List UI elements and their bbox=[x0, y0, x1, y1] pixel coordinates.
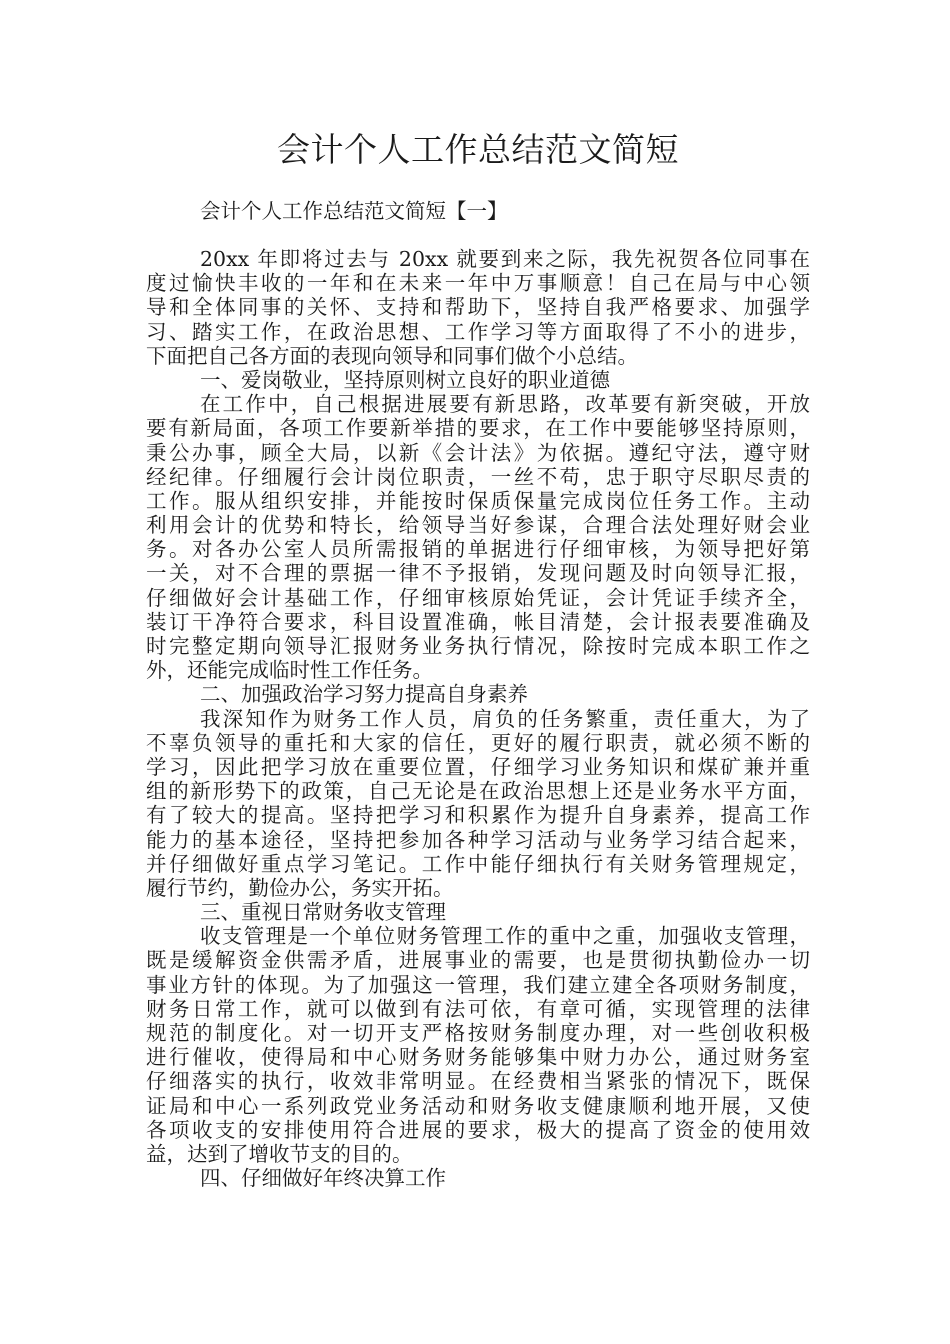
section-heading: 一、爱岗敬业，坚持原则树立良好的职业道德 bbox=[200, 367, 610, 392]
body-text bbox=[146, 247, 810, 1190]
paragraph-line: 不辜负领导的重托和大家的信任，更好的履行职责，就必须不断的 bbox=[146, 730, 810, 755]
paragraph-line: 务。对各办公室人员所需报销的单据进行仔细审核，为领导把好第 bbox=[146, 537, 810, 562]
paragraph-line: 外，还能完成临时性工作任务。 bbox=[146, 658, 433, 683]
paragraph-line: 益，达到了增收节支的目的。 bbox=[146, 1141, 413, 1166]
section-heading: 三、重视日常财务收支管理 bbox=[200, 900, 446, 925]
paragraph-line: 进行催收，使得局和中心财务财务能够集中财力办公，通过财务室 bbox=[146, 1045, 810, 1070]
section-heading: 二、加强政治学习努力提高自身素养 bbox=[200, 682, 528, 707]
paragraph-line: 时完整定期向领导汇报财务业务执行情况，除按时完成本职工作之 bbox=[146, 634, 810, 658]
paragraph-line: 秉公办事，顾全大局，以新《会计法》为依据。遵纪守法，遵守财 bbox=[146, 440, 810, 465]
paragraph-line: 习、踏实工作，在政治思想、工作学习等方面取得了不小的进步， bbox=[146, 319, 810, 344]
paragraph-line: 有了较大的提高。坚持把学习和积累作为提升自身素养，提高工作 bbox=[146, 803, 810, 828]
paragraph-line: 经纪律。仔细履行会计岗位职责，一丝不苟，忠于职守尽职尽责的 bbox=[146, 464, 810, 489]
document-title: 会计个人工作总结范文简短 bbox=[277, 130, 679, 169]
paragraph-line: 履行节约，勤俭办公，务实开拓。 bbox=[146, 875, 454, 900]
paragraph-line: 并仔细做好重点学习笔记。工作中能仔细执行有关财务管理规定， bbox=[146, 851, 810, 876]
paragraph-line: 证局和中心一系列政党业务活动和财务收支健康顺利地开展，又使 bbox=[146, 1093, 810, 1118]
paragraph-line: 度过愉快丰收的一年和在未来一年中万事顺意！自己在局与中心领 bbox=[146, 271, 810, 296]
paragraph-line: 我深知作为财务工作人员，肩负的任务繁重，责任重大，为了 bbox=[200, 706, 810, 731]
paragraph-line: 收支管理是一个单位财务管理工作的重中之重，加强收支管理， bbox=[200, 924, 810, 949]
paragraph-line: 规范的制度化。对一切开支严格按财务制度办理，对一些创收积极 bbox=[146, 1021, 810, 1045]
paragraph-line: 下面把自己各方面的表现向领导和同事们做个小总结。 bbox=[146, 343, 638, 368]
paragraph-line: 装订干净符合要求，科目设置准确，帐目清楚，会计报表要准确及 bbox=[146, 609, 810, 634]
paragraph-line: 工作。服从组织安排，并能按时保质保量完成岗位任务工作。主动 bbox=[146, 488, 810, 513]
paragraph-line: 财务日常工作，就可以做到有法可依，有章可循，实现管理的法律 bbox=[146, 996, 810, 1021]
paragraph-line: 仔细落实的执行，收效非常明显。在经费相当紧张的情况下，既保 bbox=[146, 1069, 810, 1094]
paragraph-line: 组的新形势下的政策，自己无论是在政治思想上还是业务水平方面， bbox=[146, 779, 810, 804]
paragraph-line: 20xx 年即将过去与 20xx 就要到来之际，我先祝贺各位同事在 bbox=[200, 247, 810, 271]
paragraph-line: 在工作中，自己根据进展要有新思路，改革要有新突破，开放 bbox=[200, 392, 810, 417]
paragraph-line: 能力的基本途径，坚持把参加各种学习活动与业务学习结合起来， bbox=[146, 827, 810, 852]
section-heading: 四、仔细做好年终决算工作 bbox=[200, 1166, 446, 1191]
paragraph-line: 学习，因此把学习放在重要位置，仔细学习业务知识和煤矿兼并重 bbox=[146, 754, 810, 779]
paragraph-line: 各项收支的安排使用符合进展的要求，极大的提高了资金的使用效 bbox=[146, 1117, 810, 1142]
paragraph-line: 事业方针的体现。为了加强这一管理，我们建立建全各项财务制度， bbox=[146, 972, 810, 997]
paragraph-line: 既是缓解资金供需矛盾，进展事业的需要，也是贯彻执勤俭办一切 bbox=[146, 948, 810, 973]
paragraph-line: 仔细做好会计基础工作，仔细审核原始凭证，会计凭证手续齐全， bbox=[146, 585, 810, 610]
paragraph-line: 利用会计的优势和特长，给领导当好参谋，合理合法处理好财会业 bbox=[146, 513, 810, 538]
document-page bbox=[146, 0, 810, 1344]
paragraph-line: 导和全体同事的关怀、支持和帮助下，坚持自我严格要求、加强学 bbox=[146, 295, 810, 320]
paragraph-line: 要有新局面，各项工作要新举措的要求，在工作中要能够坚持原则， bbox=[146, 416, 810, 441]
paragraph-line: 一关，对不合理的票据一律不予报销，发现问题及时向领导汇报， bbox=[146, 561, 810, 586]
document-subtitle: 会计个人工作总结范文简短【一】 bbox=[200, 199, 508, 223]
